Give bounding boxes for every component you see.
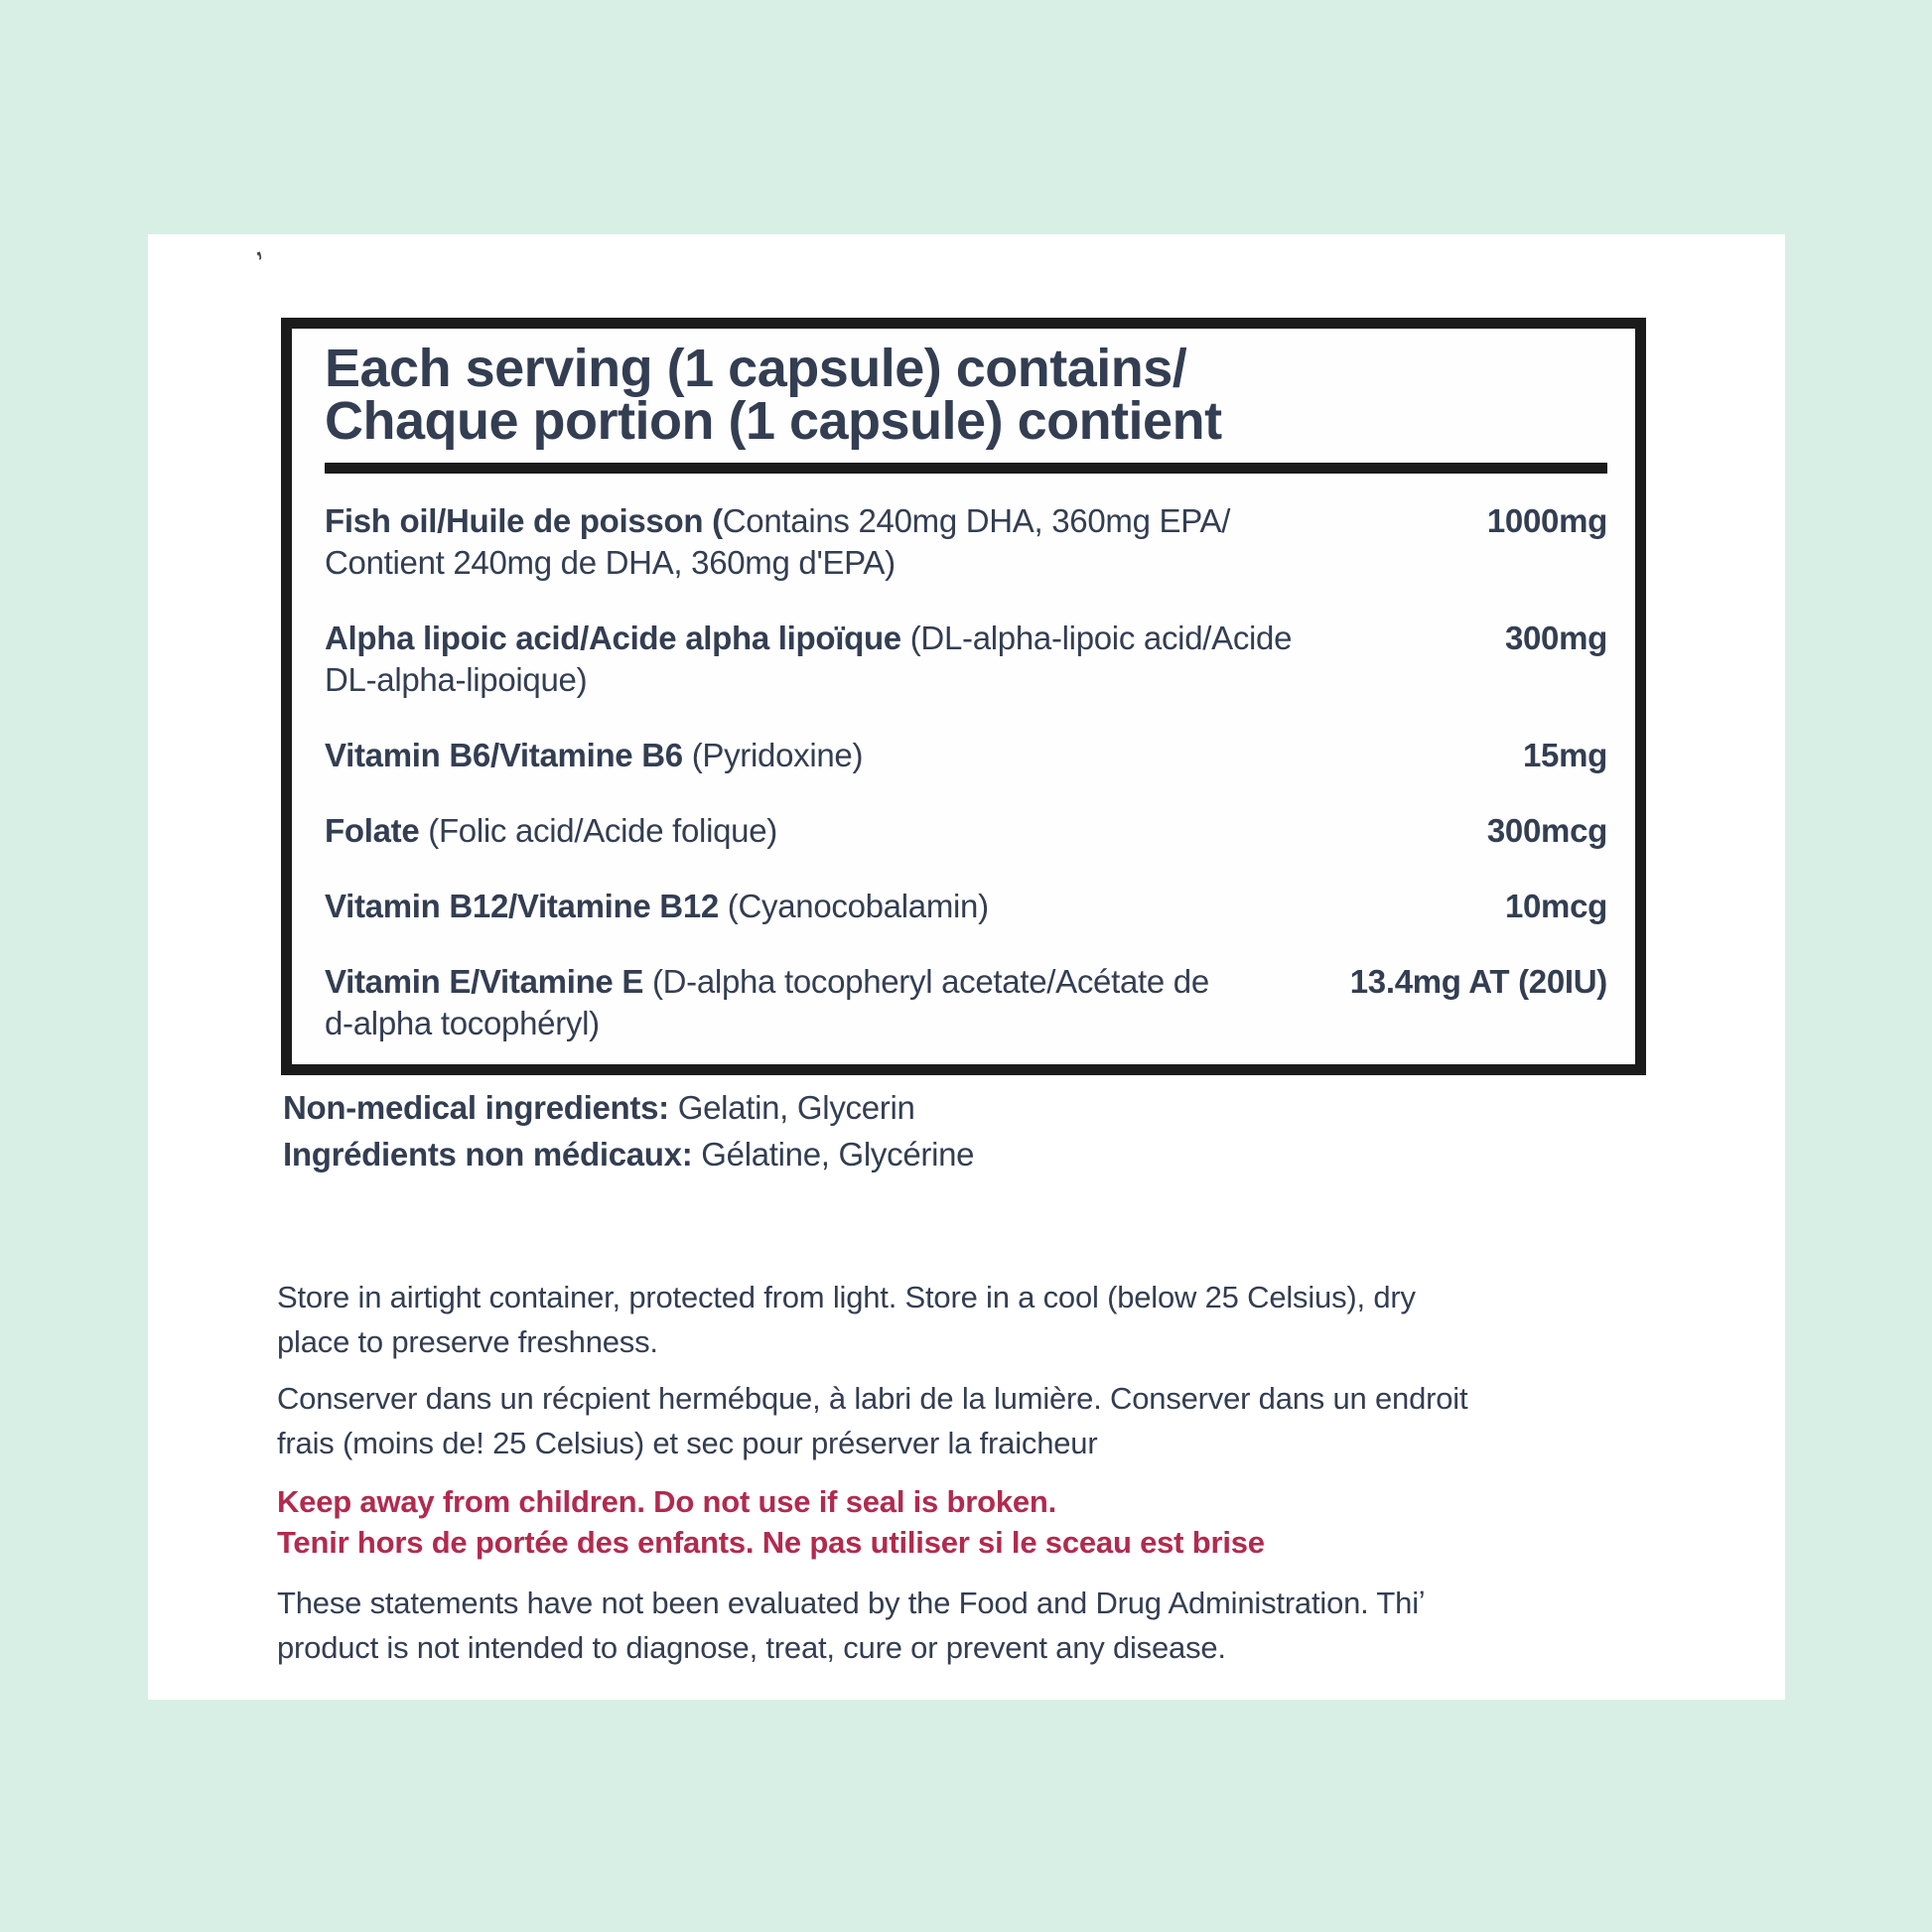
ingredient-amount: 300mcg <box>1486 812 1607 849</box>
text-line: place to preserve freshness. <box>277 1324 658 1359</box>
ingredient-row-vitamin-b12 <box>325 886 1607 927</box>
ingredient-row-vitamin-e <box>325 961 1607 1044</box>
supplement-label-card <box>148 234 1785 1700</box>
text-line: Alpha lipoic acid/Acide alpha lipoïque (DL-alpha-lipoic acid/Acide <box>325 620 1293 656</box>
non-medical-ingredients <box>283 1084 974 1177</box>
text-line: d-alpha tocophéryl) <box>325 1005 600 1041</box>
ingredient-row-folate <box>325 810 1607 852</box>
child-safety-warning <box>277 1481 1736 1563</box>
non-medical-ingredients-en: Non-medical ingredients: Gelatin, Glycerin <box>283 1089 915 1126</box>
text-line: Tenir hors de portée des enfants. Ne pas utiliser si le sceau est brise <box>277 1525 1265 1560</box>
ingredient-amount: 13.4mg AT (20IU) <box>1349 963 1607 1000</box>
ingredient-name <box>325 886 1607 927</box>
panel-title <box>325 339 1607 451</box>
text-line: product is not intended to diagnose, treat, cure or prevent any disease. <box>277 1630 1226 1665</box>
ingredient-amount: 1000mg <box>1486 502 1607 539</box>
text-line: These statements have not been evaluated by the Food and Drug Administration. Thiʼ <box>277 1586 1426 1620</box>
ingredient-amount: 10mcg <box>1504 888 1607 924</box>
supplement-facts-panel <box>281 318 1646 1075</box>
text-line: DL-alpha-lipoique) <box>325 661 588 698</box>
panel-title-line-fr: Chaque portion (1 capsule) contient <box>325 391 1222 451</box>
ingredient-name <box>325 618 1607 701</box>
text-line: Vitamin E/Vitamine E (D-alpha tocopheryl acetate/Acétate de <box>325 963 1209 1000</box>
ingredient-name <box>325 810 1607 852</box>
text-line: Fish oil/Huile de poisson (Contains 240mg DHA, 360mg EPA/ <box>325 502 1231 539</box>
text-line: Vitamin B6/Vitamine B6 (Pyridoxine) <box>325 737 864 773</box>
ingredient-name <box>325 735 1607 776</box>
ingredient-row-vitamin-b6 <box>325 735 1607 776</box>
text-line: Store in airtight container, protected from light. Store in a cool (below 25 Celsius), dry <box>277 1280 1416 1314</box>
text-line: Conserver dans un récpient hermébque, à labri de la lumière. Conserver dans un endroit <box>277 1381 1468 1416</box>
ingredient-row-fish-oil <box>325 500 1607 584</box>
text-line: Vitamin B12/Vitamine B12 (Cyanocobalamin) <box>325 888 989 924</box>
storage-instructions-en <box>277 1275 1736 1364</box>
ingredient-name <box>325 500 1607 584</box>
text-line: Keep away from children. Do not use if seal is broken. <box>277 1484 1057 1519</box>
header-divider <box>325 463 1607 474</box>
ingredient-amount: 15mg <box>1522 737 1607 773</box>
panel-title-line-en: Each serving (1 capsule) contains/ <box>325 339 1187 398</box>
stray-tick-mark: ʼ <box>253 245 273 285</box>
ingredient-amount: 300mg <box>1504 620 1607 656</box>
text-line: Folate (Folic acid/Acide folique) <box>325 812 777 849</box>
text-line: Contient 240mg de DHA, 360mg d'EPA) <box>325 544 896 581</box>
fda-disclaimer <box>277 1581 1736 1670</box>
non-medical-ingredients-fr: Ingrédients non médicaux: Gélatine, Glycérine <box>283 1136 975 1173</box>
notices-block <box>277 1275 1736 1670</box>
ingredient-row-alpha-lipoic-acid <box>325 618 1607 701</box>
storage-instructions-fr <box>277 1376 1736 1465</box>
text-line: frais (moins de! 25 Celsius) et sec pour préserver la fraicheur <box>277 1426 1098 1460</box>
